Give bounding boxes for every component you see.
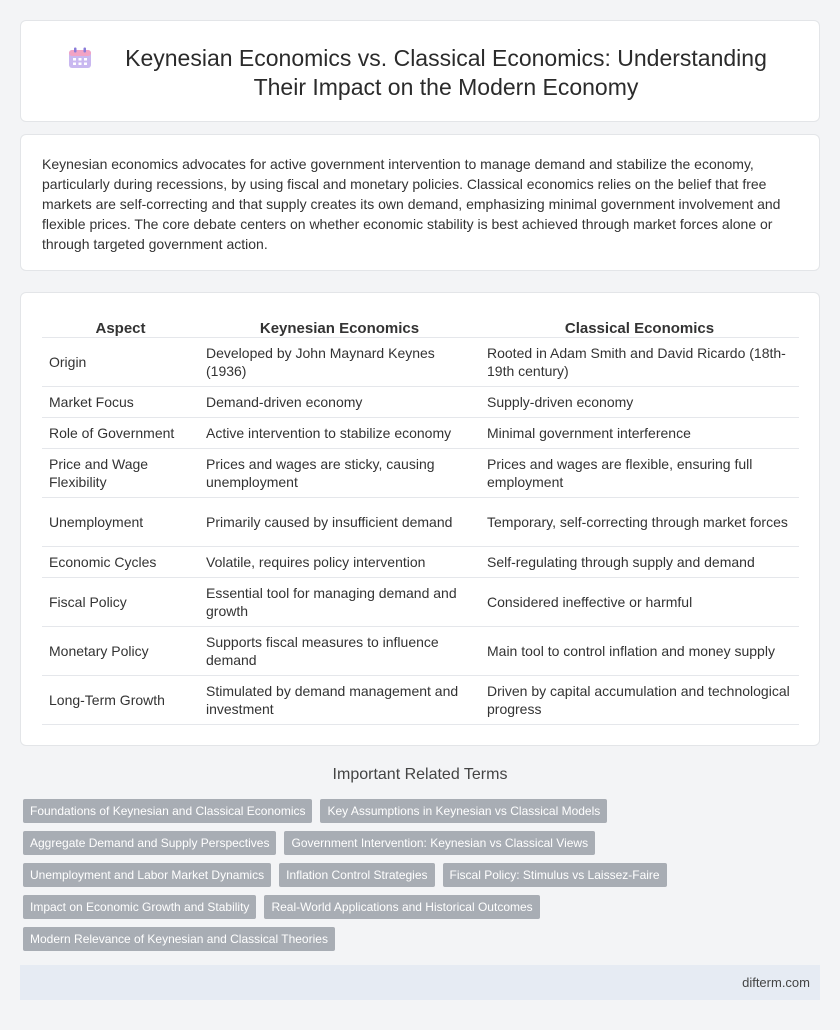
keynesian-cell: Developed by John Maynard Keynes (1936) bbox=[199, 337, 480, 386]
footer-bar bbox=[20, 965, 820, 1000]
classical-cell: Minimal government interference bbox=[480, 417, 799, 448]
keynesian-cell: Demand-driven economy bbox=[199, 386, 480, 417]
classical-cell: Driven by capital accumulation and technological progress bbox=[480, 675, 799, 724]
keynesian-cell: Prices and wages are sticky, causing unemployment bbox=[199, 448, 480, 497]
related-terms-heading: Important Related Terms bbox=[332, 766, 508, 783]
related-term-tag[interactable]: Government Intervention: Keynesian vs Classical Views bbox=[284, 831, 595, 855]
header-keynesian: Keynesian Economics bbox=[199, 315, 480, 337]
header-aspect: Aspect bbox=[42, 315, 199, 337]
aspect-cell: Long-Term Growth bbox=[42, 675, 199, 724]
aspect-cell: Origin bbox=[42, 337, 199, 386]
footer-site-link[interactable]: difterm.com bbox=[742, 975, 810, 990]
related-term-tag[interactable]: Fiscal Policy: Stimulus vs Laissez-Faire bbox=[443, 863, 667, 887]
aspect-cell: Role of Government bbox=[42, 417, 199, 448]
related-term-tag[interactable]: Aggregate Demand and Supply Perspectives bbox=[23, 831, 276, 855]
aspect-cell: Economic Cycles bbox=[42, 546, 199, 577]
comparison-table bbox=[42, 315, 799, 725]
table-row bbox=[42, 546, 799, 577]
table-row bbox=[42, 448, 799, 497]
table-row bbox=[42, 386, 799, 417]
keynesian-cell: Active intervention to stabilize economy bbox=[199, 417, 480, 448]
keynesian-cell: Volatile, requires policy intervention bbox=[199, 546, 480, 577]
keynesian-cell: Stimulated by demand management and investment bbox=[199, 675, 480, 724]
aspect-cell: Market Focus bbox=[42, 386, 199, 417]
classical-cell: Temporary, self-correcting through market forces bbox=[480, 497, 799, 546]
aspect-cell: Monetary Policy bbox=[42, 626, 199, 675]
classical-cell: Supply-driven economy bbox=[480, 386, 799, 417]
table-header-row bbox=[42, 315, 799, 337]
related-term-tag[interactable]: Key Assumptions in Keynesian vs Classical Models bbox=[320, 799, 607, 823]
classical-cell: Rooted in Adam Smith and David Ricardo (18th-19th century) bbox=[480, 337, 799, 386]
intro-paragraph: Keynesian economics advocates for active government intervention to manage demand and stabilize the economy, particularly during recessions, by using fiscal and monetary policies. Classical economics relies on the belief that free markets are self-correcting and that supply creates its own demand, emphasizing minimal government involvement and flexible prices. The core debate centers on whether economic stability is best achieved through market forces alone or through targeted government action. bbox=[42, 156, 781, 252]
related-term-tag[interactable]: Foundations of Keynesian and Classical Economics bbox=[23, 799, 312, 823]
title-card bbox=[20, 20, 820, 122]
related-term-tag[interactable]: Impact on Economic Growth and Stability bbox=[23, 895, 256, 919]
table-row bbox=[42, 337, 799, 386]
related-term-tag[interactable]: Inflation Control Strategies bbox=[279, 863, 434, 887]
related-term-tag[interactable]: Modern Relevance of Keynesian and Classical Theories bbox=[23, 927, 335, 951]
classical-cell: Prices and wages are flexible, ensuring full employment bbox=[480, 448, 799, 497]
related-term-tag[interactable]: Unemployment and Labor Market Dynamics bbox=[23, 863, 271, 887]
classical-cell: Main tool to control inflation and money supply bbox=[480, 626, 799, 675]
table-row bbox=[42, 497, 799, 546]
comparison-table-card bbox=[20, 292, 820, 746]
classical-cell: Self-regulating through supply and demand bbox=[480, 546, 799, 577]
header-classical: Classical Economics bbox=[480, 315, 799, 337]
keynesian-cell: Supports fiscal measures to influence demand bbox=[199, 626, 480, 675]
related-term-tag[interactable]: Real-World Applications and Historical Outcomes bbox=[264, 895, 539, 919]
aspect-cell: Fiscal Policy bbox=[42, 577, 199, 626]
table-row bbox=[42, 577, 799, 626]
keynesian-cell: Primarily caused by insufficient demand bbox=[199, 497, 480, 546]
classical-cell: Considered ineffective or harmful bbox=[480, 577, 799, 626]
page-title: Keynesian Economics vs. Classical Economics: Understanding Their Impact on the Modern Economy bbox=[125, 45, 767, 100]
keynesian-cell: Essential tool for managing demand and growth bbox=[199, 577, 480, 626]
aspect-cell: Price and Wage Flexibility bbox=[42, 448, 199, 497]
intro-card bbox=[20, 134, 820, 271]
related-terms-list bbox=[23, 799, 813, 951]
table-row bbox=[42, 626, 799, 675]
table-row bbox=[42, 417, 799, 448]
aspect-cell: Unemployment bbox=[42, 497, 199, 546]
table-row bbox=[42, 675, 799, 724]
